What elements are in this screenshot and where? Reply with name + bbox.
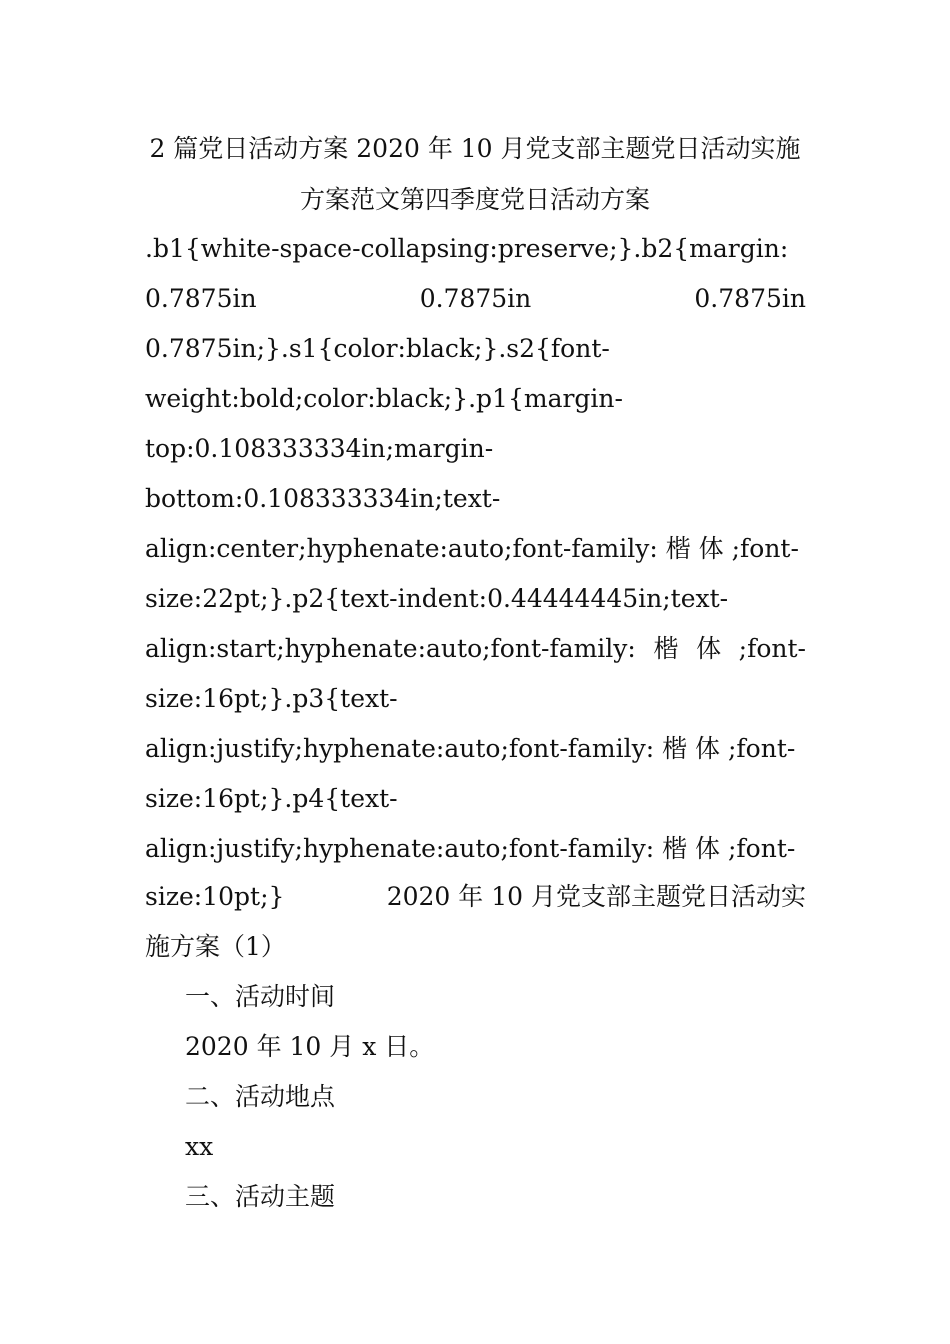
section-time-value: 2020 年 10 月 x 日。 — [185, 1032, 435, 1061]
style-text-fragment: size:10pt;} — [145, 882, 285, 911]
style-text-fragment: 体 — [696, 634, 722, 663]
style-text-fragment: 0.7875in — [145, 284, 257, 313]
style-text-fragment: 楷 — [653, 634, 679, 663]
section-heading-start: 2020 年 10 月党支部主题党日活动实 — [386, 882, 806, 911]
document-title-line-1: 2 篇党日活动方案 2020 年 10 月党支部主题党日活动实施 — [149, 134, 801, 163]
style-text-fragment: 0.7875in — [694, 284, 806, 313]
section-heading-theme: 三、活动主题 — [185, 1182, 336, 1211]
section-heading-continuation: 施方案（1） — [145, 932, 286, 961]
style-text-line-spread — [145, 880, 806, 914]
section-heading-location: 二、活动地点 — [185, 1082, 336, 1111]
style-text-line-spread — [145, 282, 806, 316]
style-text-line: size:16pt;}.p4{text- — [145, 784, 398, 813]
style-text-line: align:center;hyphenate:auto;font-family: 楷 体 ;font- — [145, 534, 799, 563]
style-text-line: align:justify;hyphenate:auto;font-family: 楷 体 ;font- — [145, 734, 796, 763]
style-text-line-spread — [145, 632, 806, 666]
section-heading-time: 一、活动时间 — [185, 982, 336, 1011]
style-text-line: top:0.108333334in;margin- — [145, 434, 494, 463]
style-text-line: align:justify;hyphenate:auto;font-family: 楷 体 ;font- — [145, 834, 796, 863]
document-title-line-2: 方案范文第四季度党日活动方案 — [299, 185, 650, 214]
style-text-line: .b1{white-space-collapsing:preserve;}.b2{margin: — [145, 234, 789, 263]
style-text-fragment: ;font- — [738, 634, 806, 663]
style-text-fragment: align:start;hyphenate:auto;font-family: — [145, 634, 636, 663]
style-text-line: size:22pt;}.p2{text-indent:0.44444445in;text- — [145, 584, 729, 613]
style-text-line: bottom:0.108333334in;text- — [145, 484, 501, 513]
section-location-value: xx — [185, 1132, 214, 1161]
style-text-fragment: 0.7875in — [419, 284, 532, 313]
style-text-line: weight:bold;color:black;}.p1{margin- — [145, 384, 623, 413]
style-text-line: 0.7875in;}.s1{color:black;}.s2{font- — [145, 334, 610, 363]
style-text-line: size:16pt;}.p3{text- — [145, 684, 398, 713]
